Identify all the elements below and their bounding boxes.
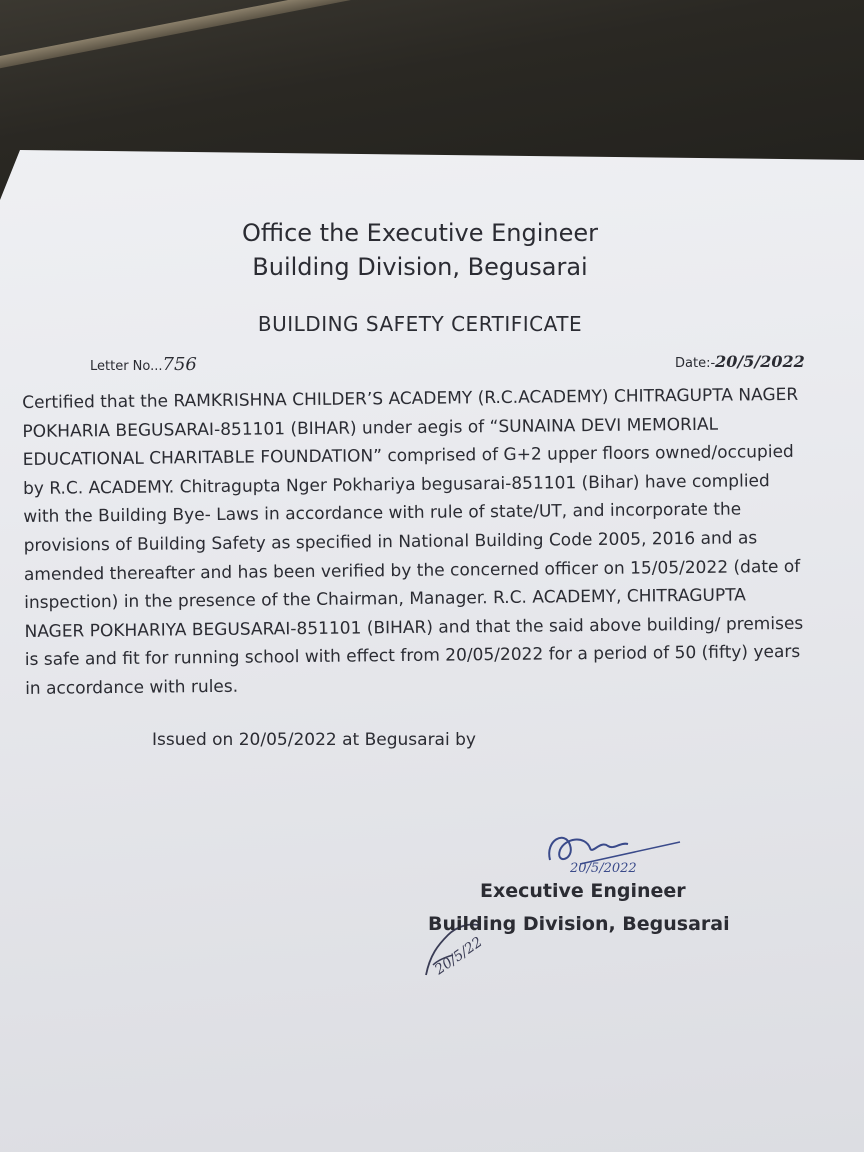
- letter-date: [675, 352, 805, 371]
- body-line: provisions of Building Safety as specified in National Building Code 2005, 2016 and as: [23, 528, 758, 556]
- office-header: [180, 216, 660, 284]
- office-line-1: Office the Executive Engineer: [241, 219, 599, 247]
- signature-date: 20/5/2022: [570, 861, 637, 876]
- body-line: with the Building Bye- Laws in accordance with rule of state/UT, and incorporate the: [23, 499, 742, 528]
- signatory-title: Executive Engineer: [480, 880, 686, 902]
- body-line: by R.C. ACADEMY. Chitragupta Nger Pokhariya begusarai-851101 (Bihar) have complied: [22, 470, 770, 499]
- initial-date: 20/5/22: [432, 934, 486, 979]
- body-line: inspection) in the presence of the Chairman, Manager. R.C. ACADEMY, CHITRAGUPTA: [24, 585, 746, 614]
- certificate-title: BUILDING SAFETY CERTIFICATE: [257, 312, 583, 336]
- body-line: in accordance with rules.: [25, 676, 239, 699]
- body-line: POKHARIA BEGUSARAI-851101 (BIHAR) under aegis of “SUNAINA DEVI MEMORIAL: [22, 414, 719, 442]
- body-line: amended thereafter and has been verified by the concerned officer on 15/05/2022 (date of: [23, 556, 801, 585]
- body-line: EDUCATIONAL CHARITABLE FOUNDATION” comprised of G+2 upper floors owned/occupied: [22, 442, 794, 471]
- date-label: Date:-: [675, 356, 716, 371]
- letter-number-value: 756: [162, 354, 197, 375]
- signature-mark: [540, 820, 690, 880]
- date-value: 20/5/2022: [715, 352, 805, 371]
- letter-number: [90, 354, 197, 375]
- issued-statement: Issued on 20/05/2022 at Begusarai by: [152, 730, 476, 750]
- office-line-2: Building Division, Begusarai: [252, 253, 588, 281]
- certificate-body: [22, 381, 835, 704]
- body-line: is safe and fit for running school with effect from 20/05/2022 for a period of 50 (fifty) years: [24, 642, 801, 671]
- body-line: Certified that the RAMKRISHNA CHILDER’S ACADEMY (R.C.ACADEMY) CHITRAGUPTA NAGER: [22, 384, 799, 413]
- letter-number-label: Letter No...: [90, 359, 163, 374]
- body-line: NAGER POKHARIYA BEGUSARAI-851101 (BIHAR) and that the said above building/ premises: [24, 613, 804, 642]
- signatory-division: Building Division, Begusarai: [428, 913, 730, 935]
